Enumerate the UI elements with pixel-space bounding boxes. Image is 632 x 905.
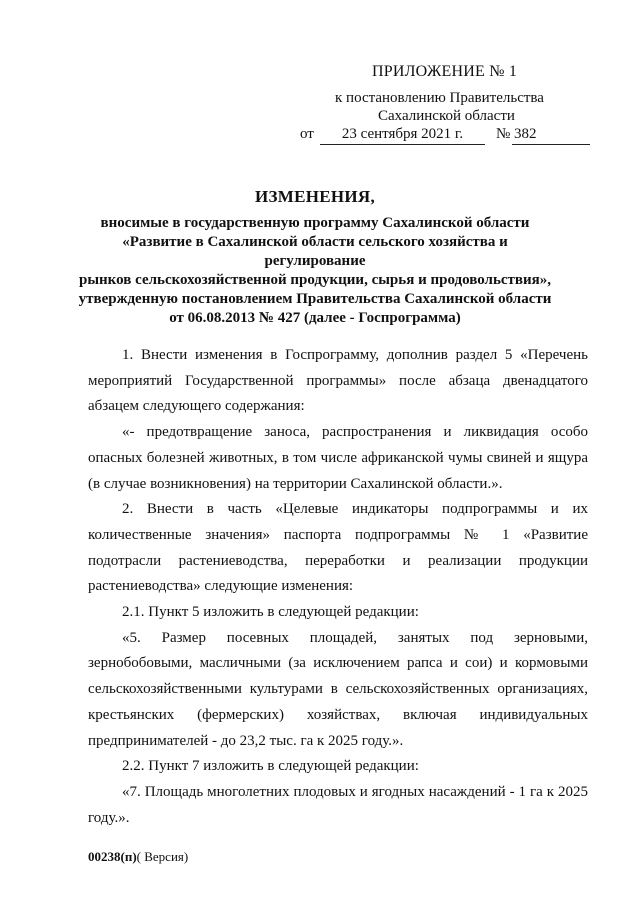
paragraph-2: «- предотвращение заноса, распространения и ликвидация особо опасных болезней животных, в том числе африканской чумы свиней и ящура (в случае возникновения) на территории Сахалинской области.». [88,424,588,492]
heading-subtitle-line: «Развитие в Сахалинской области сельского хозяйства и регулирование [122,234,508,269]
paragraph-3: 2. Внести в часть «Целевые индикаторы подпрограммы и их количественные значения» паспорта подпрограммы № 1 «Развитие подотрасли растениеводства, переработки и реализации продукции растениеводства» следующие изменения: [88,501,588,595]
resolution-number: 382 [512,124,590,145]
document-heading [70,186,560,328]
document-version: ( Версия) [136,849,189,864]
heading-subtitle-line: утвержденную постановлением Правительства Сахалинской области [78,291,552,307]
heading-subtitle [70,214,560,328]
paragraph-5: «5. Размер посевных площадей, занятых под зерновыми, зернобобовыми, масличными (за исключением рапса и сои) и кормовыми сельскохозяйственными культурами в сельскохозяйственных организациях, крестьянских (фермерских) хозяйствах, включая индивидуальных предпринимателей - до 23,2 тыс. га к 2025 году.». [88,629,588,749]
heading-subtitle-line: вносимые в государственную программу Сахалинской области [100,215,530,231]
appendix-line-resolution: к постановлению Правительства [335,90,544,106]
resolution-date: 23 сентября 2021 г. [320,124,485,145]
heading-title: ИЗМЕНЕНИЯ, [254,187,376,206]
document-code: 00238(п) [88,849,137,864]
from-label: от [300,126,314,142]
paragraph-6: 2.2. Пункт 7 изложить в следующей редакции: [122,758,419,775]
heading-subtitle-line: рынков сельскохозяйственной продукции, сырья и продовольствия», [78,272,552,288]
paragraph-4: 2.1. Пункт 5 изложить в следующей редакции: [122,604,419,621]
paragraph-7: «7. Площадь многолетних плодовых и ягодных насаждений - 1 га к 2025 году.». [88,783,588,826]
paragraph-1: 1. Внести изменения в Госпрограмму, дополнив раздел 5 «Перечень мероприятий Государственной программы» после абзаца двенадцатого абзацем следующего содержания: [88,347,588,415]
appendix-line-region: Сахалинской области [378,108,515,124]
heading-subtitle-line: от 06.08.2013 № 427 (далее - Госпрограмма) [169,310,461,326]
document-body [88,343,588,831]
document-footer [88,848,188,866]
number-label: № [496,126,511,142]
appendix-title: ПРИЛОЖЕНИЕ № 1 [372,63,518,80]
